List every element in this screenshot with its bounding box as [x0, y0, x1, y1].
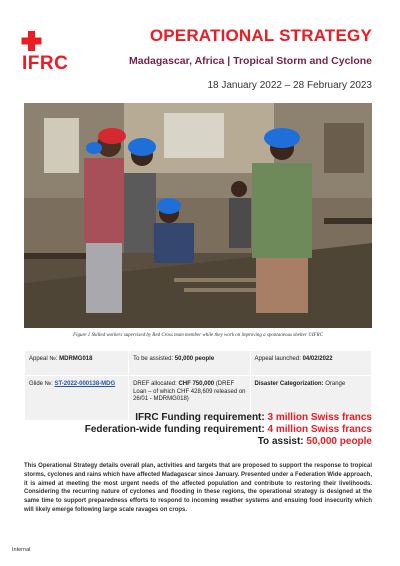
glide-number-cell: Glide №: ST-2022-000138-MDG	[25, 376, 129, 421]
operation-dates: 18 January 2022 – 28 February 2023	[207, 80, 372, 91]
disaster-category-cell: Disaster Categorization: Orange	[250, 376, 371, 421]
red-cross-crescent-icon	[20, 28, 76, 54]
appeal-info-table	[24, 350, 372, 421]
cover-photo	[24, 103, 372, 328]
strategy-summary: This Operational Strategy details overall plan, activities and targets that are proposed to support the response to tropical storms, cyclones and rains which have affected Madagascar since January. Presented under a Federation Wide approach, it is aimed at meeting the most urgent needs of the affected population and contribute to restoring their livelihoods. Considering the recurring nature of cyclones and flooding in these regions, the operational strategy is designed at the same time to support preparedness efforts to respond to incoming weather systems and ensuing food insecurity which will likely emerge following large scale ravages on crops.	[24, 463, 372, 513]
table-row	[25, 351, 372, 376]
federation-funding-requirement: Federation-wide funding requirement: 4 million Swiss francs	[84, 424, 372, 435]
appeal-number-cell: Appeal №: MDRMG018	[25, 351, 129, 376]
launched-cell: Appeal launched: 04/02/2022	[250, 351, 371, 376]
document-classification: Internal	[12, 547, 31, 553]
assist-target: To assist: 50,000 people	[257, 436, 372, 447]
glide-link[interactable]: ST-2022-000138-MDG	[54, 381, 116, 387]
ifrc-funding-requirement: IFRC Funding requirement: 3 million Swiss francs	[135, 412, 372, 423]
photo-caption: Figure 1 Skilled workers supervised by Red Cross team member while they work on improving a spontaneous shelter ©IFRC	[73, 333, 323, 338]
logo-text: IFRC	[22, 53, 69, 74]
page-title: OPERATIONAL STRATEGY	[149, 26, 372, 45]
page-subtitle: Madagascar, Africa | Tropical Storm and Cyclone	[129, 55, 372, 67]
assist-cell: To be assisted: 50,000 people	[129, 351, 250, 376]
dref-cell: DREF allocated: CHF 750,000 (DREF Loan – of which CHF 428,609 released on 26/01 - MDRMG018)	[129, 376, 250, 421]
ifrc-logo	[20, 28, 76, 76]
